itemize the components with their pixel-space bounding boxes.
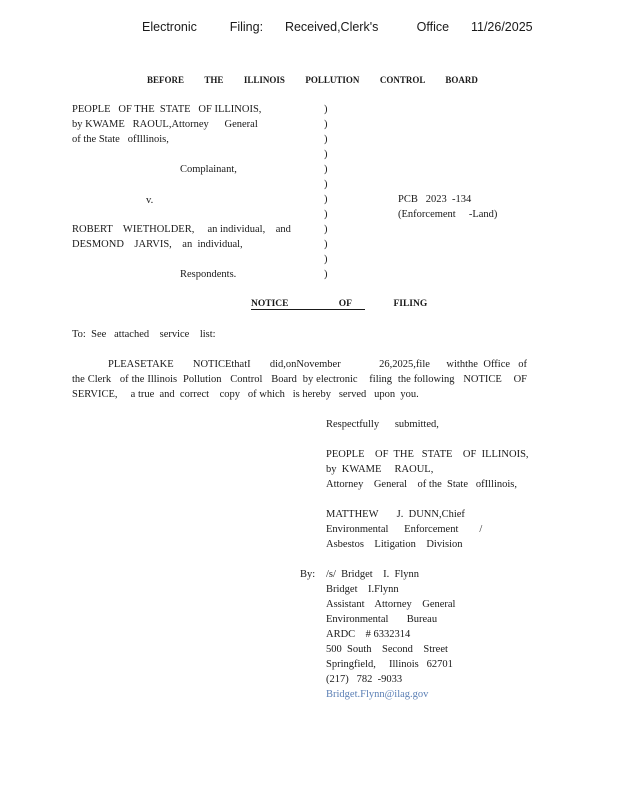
- body-paragraph: [72, 357, 530, 402]
- party-line-1: PEOPLE OF THE STATE OF ILLINOIS,: [326, 449, 529, 460]
- respondents-label: Respondents.: [180, 269, 237, 280]
- case-type: (Enforcement -Land): [398, 209, 498, 220]
- body-paragraph-text: PLEASETAKE NOTICEthatI did,onNovember 26,2025,file withthe Office of the Clerk of the Illinois Pollution Control Board by electronic filing the following NOTICE OF SERVICE, a true and correct copy of which is hereby served upon you.: [72, 359, 530, 400]
- signer-line-4: Environmental Bureau: [326, 614, 438, 625]
- plaintiff-line-1: PEOPLE OF THE STATE OF ILLINOIS,: [72, 104, 262, 115]
- signer-line-1: /s/ Bridget I. Flynn: [326, 569, 420, 580]
- by-label: By:: [300, 569, 316, 580]
- plaintiff-line-2: by KWAME RAOUL,Attorney General: [72, 119, 258, 130]
- signer-line-2: Bridget I.Flynn: [326, 584, 399, 595]
- caption-paren-column: ) ) ) ) ) ) ) ) ) ) ) ): [324, 104, 328, 280]
- to-line: To: See attached service list:: [72, 329, 216, 340]
- defendant-line-1: ROBERT WIETHOLDER, an individual, and: [72, 224, 291, 235]
- signer-line-6: 500 South Second Street: [326, 644, 448, 655]
- signer-line-8: (217) 782 -9033: [326, 674, 403, 685]
- notice-title: NOTICE OF FILING: [251, 299, 428, 309]
- party-line-3: Attorney General of the State ofIllinois,: [326, 479, 517, 490]
- email-link[interactable]: Bridget.Flynn@ilag.gov: [326, 689, 429, 700]
- chief-line-1: MATTHEW J. DUNN,Chief: [326, 509, 465, 520]
- signer-line-5: ARDC # 6332314: [326, 629, 411, 640]
- filing-stamp: Electronic Filing: Received,Clerk's Office 11/26/2025: [142, 20, 533, 34]
- defendant-line-2: DESMOND JARVIS, an individual,: [72, 239, 243, 250]
- versus: v.: [146, 195, 154, 206]
- complainant-label: Complainant,: [180, 164, 237, 175]
- closing: Respectfully submitted,: [326, 419, 439, 430]
- plaintiff-line-3: of the State ofIllinois,: [72, 134, 169, 145]
- case-number: PCB 2023 -134: [398, 194, 472, 205]
- chief-line-3: Asbestos Litigation Division: [326, 539, 463, 550]
- signer-line-3: Assistant Attorney General: [326, 599, 456, 610]
- signer-line-7: Springfield, Illinois 62701: [326, 659, 453, 670]
- board-heading: BEFORE THE ILLINOIS POLLUTION CONTROL BOARD: [147, 75, 478, 85]
- chief-line-2: Environmental Enforcement /: [326, 524, 483, 535]
- party-line-2: by KWAME RAOUL,: [326, 464, 434, 475]
